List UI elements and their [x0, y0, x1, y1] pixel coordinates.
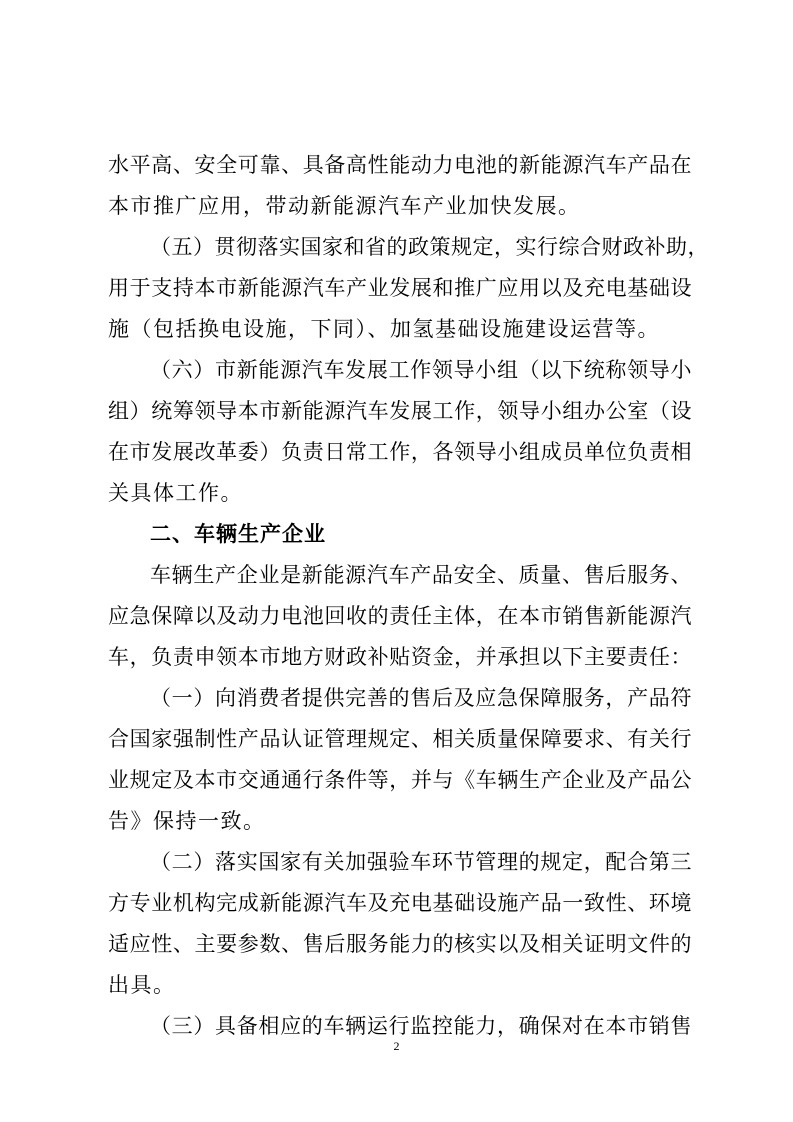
paragraph-line: 关具体工作。	[108, 481, 243, 505]
paragraph-line: 应急保障以及动力电池回收的责任主体，在本市销售新能源汽	[108, 604, 692, 628]
paragraph-line: （六）市新能源汽车发展工作领导小组（以下统称领导小	[150, 358, 692, 382]
paragraph-line: 车辆生产企业是新能源汽车产品安全、质量、售后服务、	[150, 563, 692, 587]
paragraph-line: 出具。	[108, 973, 176, 997]
paragraph-line: （一）向消费者提供完善的售后及应急保障服务，产品符	[150, 686, 692, 710]
paragraph-line: 在市发展改革委）负责日常工作，各领导小组成员单位负责相	[108, 440, 692, 464]
paragraph-line: 方专业机构完成新能源汽车及充电基础设施产品一致性、环境	[108, 891, 692, 915]
paragraph-line: 合国家强制性产品认证管理规定、相关质量保障要求、有关行	[108, 727, 692, 751]
paragraph-line: 用于支持本市新能源汽车产业发展和推广应用以及充电基础设	[108, 276, 692, 300]
paragraph-line: （五）贯彻落实国家和省的政策规定，实行综合财政补助，	[150, 235, 709, 259]
paragraph-line: 业规定及本市交通通行条件等，并与《车辆生产企业及产品公	[108, 768, 692, 792]
paragraph-line: 施（包括换电设施，下同）、加氢基础设施建设运营等。	[108, 317, 660, 341]
paragraph-line: （三）具备相应的车辆运行监控能力，确保对在本市销售	[150, 1014, 692, 1038]
page-number: 2	[393, 1039, 400, 1053]
paragraph-line: 车，负责申领本市地方财政补贴资金，并承担以下主要责任：	[108, 645, 692, 669]
paragraph-line: 组）统筹领导本市新能源汽车发展工作，领导小组办公室（设	[108, 399, 692, 423]
paragraph-line: （二）落实国家有关加强验车环节管理的规定，配合第三	[150, 850, 692, 874]
section-heading: 二、车辆生产企业	[150, 522, 326, 546]
paragraph-line: 告》保持一致。	[108, 809, 266, 833]
paragraph-line: 适应性、主要参数、售后服务能力的核实以及相关证明文件的	[108, 932, 692, 956]
paragraph-line: 本市推广应用，带动新能源汽车产业加快发展。	[108, 194, 581, 218]
paragraph-line: 水平高、安全可靠、具备高性能动力电池的新能源汽车产品在	[108, 153, 692, 177]
